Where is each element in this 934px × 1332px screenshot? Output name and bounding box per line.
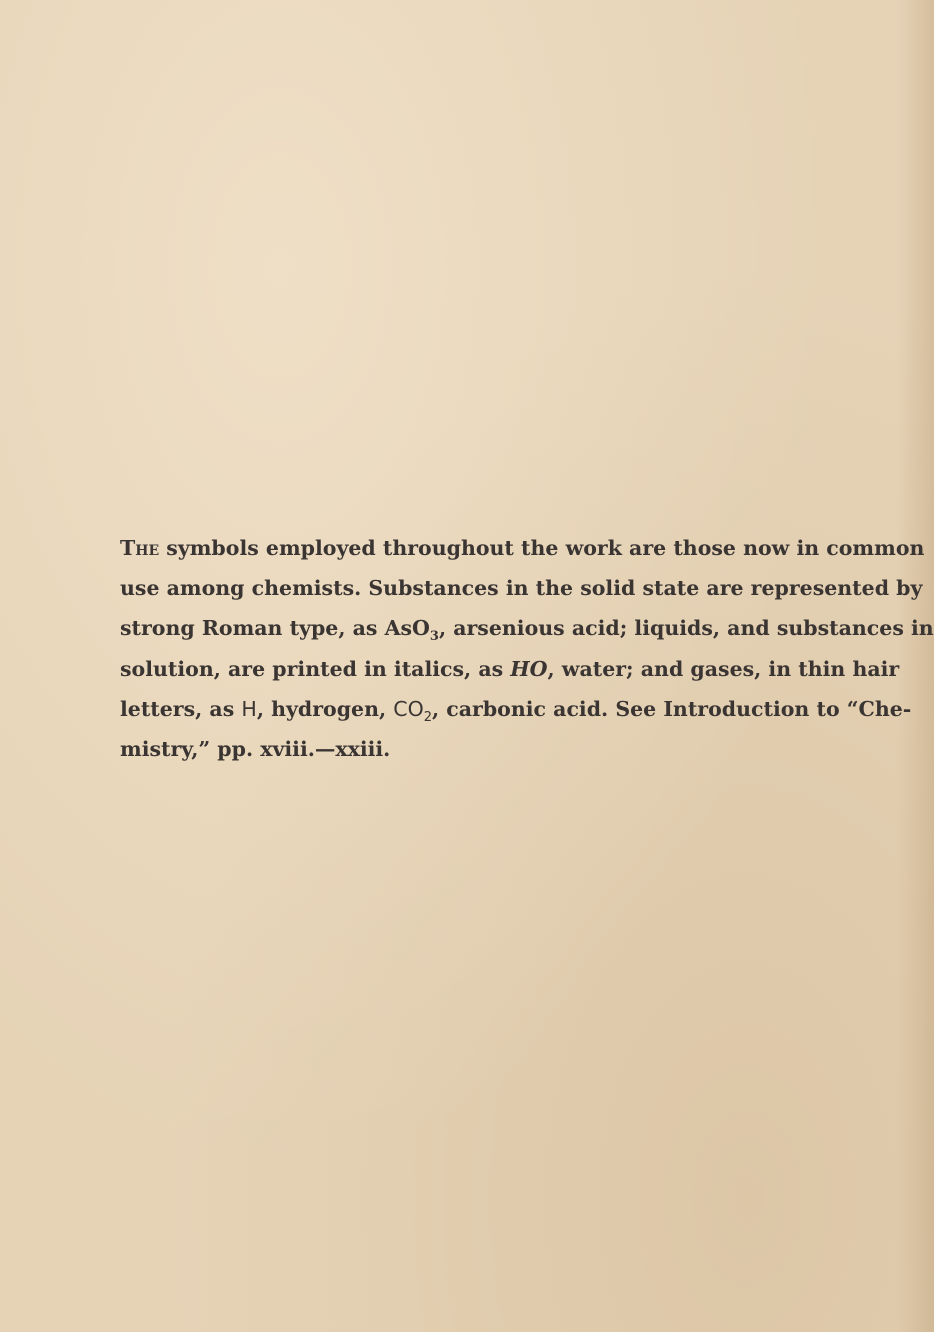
line-5-text-c: , carbonic acid. See Introduction to “Che- (432, 696, 912, 721)
lead-word: The (120, 536, 160, 560)
symbols-notice-paragraph (120, 528, 934, 769)
carbonic-subscript: 2 (423, 709, 432, 725)
paragraph-line-2: use among chemists. Substances in the solid state are represented by (120, 576, 923, 601)
hydrogen-symbol-thin: H (241, 696, 257, 721)
line-4-text-a: solution, are printed in italics, as (120, 656, 511, 681)
line-4-text-b: , water; and gases, in thin hair (547, 656, 900, 681)
paragraph-line-6: mistry,” pp. xviii.—xxiii. (120, 737, 391, 762)
line-5-text-a: letters, as (120, 696, 242, 721)
water-formula-italic: HO (510, 656, 548, 681)
paragraph-line-1 (120, 528, 925, 568)
paragraph-line-4 (120, 649, 900, 689)
line-3-text-b: , arsenious acid; liquids, and substances in (438, 616, 934, 641)
line-5-text-b: , hydrogen, (256, 696, 394, 721)
line-1-text: symbols employed throughout the work are those now in common (159, 536, 925, 560)
line-3-text-a: strong Roman type, as AsO (120, 616, 430, 641)
paragraph-line-3 (120, 608, 934, 648)
paragraph-line-5 (120, 689, 912, 729)
carbonic-formula-thin: CO (393, 696, 424, 721)
arsenious-subscript: 3 (429, 629, 439, 645)
